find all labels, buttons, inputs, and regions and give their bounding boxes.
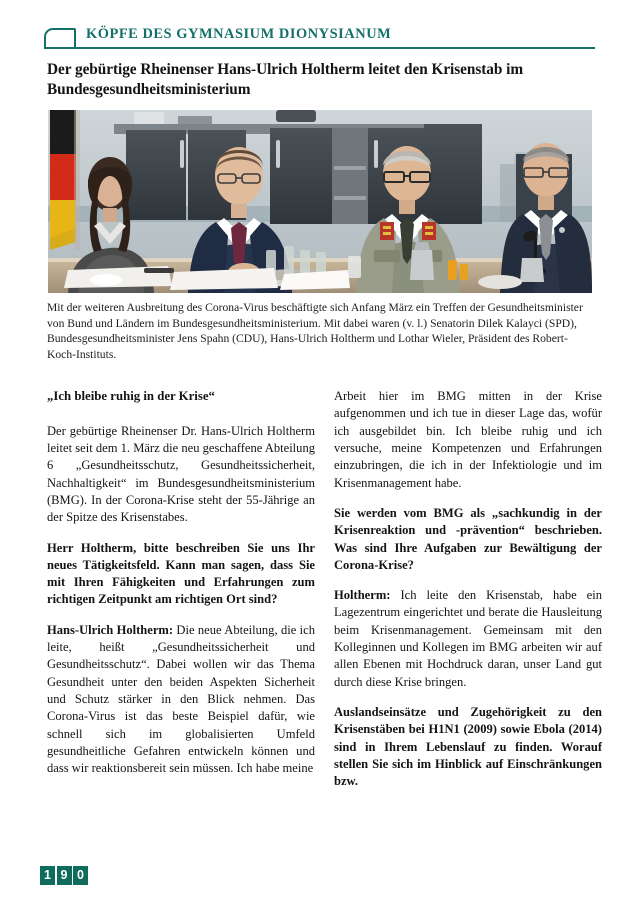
paragraph-intro: Der gebürtige Rheinenser Dr. Hans-Ulrich Holtherm leitet seit dem 1. März die neu geschaffene Abteilung 6 „Gesundheitsschutz, Gesundheitssicherheit, Nachhaltigkeit“ im Bundesgesundheitsministerium (BMG). In der Corona-Krise steht der 55-Jährige an der Spitze des Krisenstabes. <box>47 423 315 525</box>
speaker-label-holtherm-full: Hans-Ulrich Holtherm: <box>47 622 174 637</box>
article-photo <box>48 110 592 293</box>
answer-2-text: Ich leite den Krisenstab, habe ein Lagezentrum eingerichtet und berate die Hausleitung beim Krisenmanagement. Gemeinsam mit den Kolleginnen und Kollegen im BMG arbeiten wir auf allen Ebenen mit Hochdruck daran, unser Land gut durch diese Krise bringen. <box>334 588 602 689</box>
photo-illustration <box>48 110 592 293</box>
interview-question-1: Herr Holtherm, bitte beschreiben Sie uns Ihr neues Tätigkeitsfeld. Kann man sagen, dass Sie mit Ihren Fähigkeiten und Erfahrungen zum richtigen Zeitpunkt am richtigen Ort sind? <box>47 540 315 607</box>
paragraph-answer-1-continued: Arbeit hier im BMG mitten in der Krise aufgenommen und ich tue in dieser Lage das, wofür ich ausgebildet bin. Ich bleibe ruhig und ich versuche, meine Kompetenzen und Erfahrungen einzubringen, die ich in der Infektiologie und im Krisenmanagement habe. <box>334 389 602 490</box>
bracket-decoration-icon <box>44 28 76 47</box>
interview-question-3: Auslandseinsätze und Zugehörigkeit zu den Krisenstäben bei H1N1 (2009) sowie Ebola (2014) sind in Ihrem Lebenslauf zu finden. Worauf stellen Sie sich im Hinblick auf Einschränkungen bzw. <box>334 705 602 789</box>
interview-question-2: Sie werden vom BMG als „sachkundig in der Krisenreaktion und -prävention“ beschrieben. Was sind Ihre Aufgaben zur Bewältigung der Corona-Krise? <box>334 505 602 572</box>
article-column-left <box>47 388 315 778</box>
answer-1-text: Die neue Abteilung, die ich leite, heißt „Gesundheitssicherheit und Gesundheitsschutz“. Dabei wollen wir das Thema Gesundheit unter den beiden Aspekten Sicherheit und Schutz stärker in den Blick nehmen. Das Corona-Virus ist das beste Beispiel dafür, wie schnell sich im globalisierten Umfeld gesundheitliche Gefahren entwickeln können und dass wir reaktionsbereit sein müssen. Ich habe meine <box>47 622 315 776</box>
speaker-label-holtherm: Holtherm: <box>334 588 391 603</box>
page-number-digit: 0 <box>73 866 88 885</box>
article-column-right <box>334 388 602 791</box>
article-subhead: „Ich bleibe ruhig in der Krise“ <box>47 389 215 403</box>
page-number-digit: 1 <box>40 866 55 885</box>
page-title: Der gebürtige Rheinenser Hans-Ulrich Holtherm leitet den Krisenstab im Bundesgesundheitsministerium <box>47 61 524 99</box>
page-number <box>40 866 88 885</box>
running-head-title: KÖPFE DES GYMNASIUM DIONYSIANUM <box>86 26 392 42</box>
page-number-digit: 9 <box>57 866 72 885</box>
running-head-rule <box>44 47 595 49</box>
interview-answer-1 <box>47 622 315 778</box>
interview-answer-2 <box>334 587 602 691</box>
running-head <box>44 26 595 60</box>
photo-caption: Mit der weiteren Ausbreitung des Corona-Virus beschäftigte sich Anfang März ein Treffen der Gesundheitsminister von Bund und Ländern im Bundesgesundheitsministerium. Mit dabei waren (v. l.) Senatorin Dilek Kalayci (SPD), Bundesgesundheitsminister Jens Spahn (CDU), Hans-Ulrich Holtherm und Lothar Wieler, Präsident des Robert-Koch-Instituts. <box>47 301 583 362</box>
